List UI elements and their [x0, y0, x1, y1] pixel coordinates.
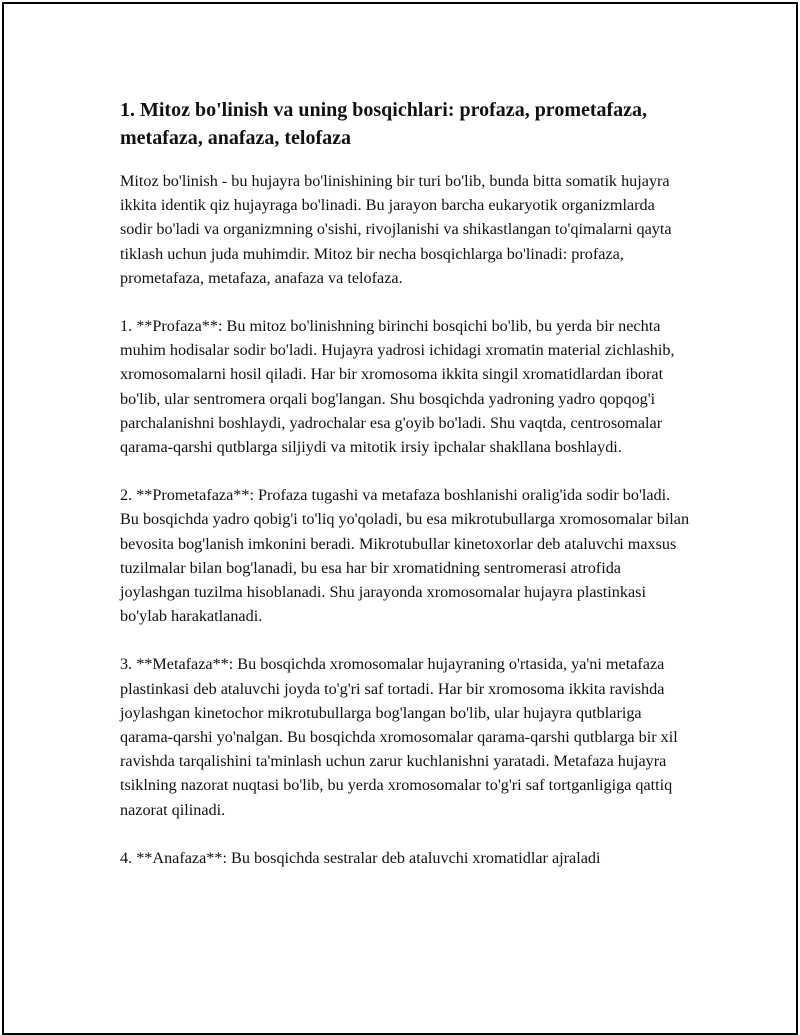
page-frame: [2, 2, 798, 1035]
document-body: [120, 96, 690, 894]
paragraph-profaza: 1. **Profaza**: Bu mitoz bo'linishning birinchi bosqichi bo'lib, bu yerda bir nechta muhim hodisalar sodir bo'ladi. Hujayra yadrosi ichidagi xromatin material zichlashib, xromosomalarni hosil qiladi. Har bir xromosoma ikkita singil xromatidlardan iborat bo'lib, ular sentromera orqali bog'langan. Shu bosqichda yadroning yadro qopqog'i parchalanishni boshlaydi, yadrochalar esa g'oyib bo'ladi. Shu vaqtda, centrosomalar qarama-qarshi qutblarga siljiydi va mitotik irsiy ipchalar shakllana boshlaydi.: [120, 317, 675, 457]
document-title: 1. Mitoz bo'linish va uning bosqichlari: profaza, prometafaza, metafaza, anafaza, telofaza: [120, 99, 648, 149]
paragraph-intro: Mitoz bo'linish - bu hujayra bo'linishining bir turi bo'lib, bunda bitta somatik hujayra ikkita identik qiz hujayraga bo'linadi. Bu jarayon barcha eukaryotik organizmlarda sodir bo'ladi va organizmning o'sishi, rivojlanishi va shikastlangan to'qimalarni qayta tiklash uchun juda muhimdir. Mitoz bir necha bosqichlarga bo'linadi: profaza, prometafaza, metafaza, anafaza va telofaza.: [120, 172, 672, 287]
paragraph-anafaza: 4. **Anafaza**: Bu bosqichda sestralar deb ataluvchi xromatidlar ajraladi: [120, 848, 601, 867]
paragraph-metafaza: 3. **Metafaza**: Bu bosqichda xromosomalar hujayraning o'rtasida, ya'ni metafaza plastinkasi deb ataluvchi joyda to'g'ri saf tortadi. Har bir xromosoma ikkita ravishda joylashgan kinetochor mikrotubullarga bog'langan bo'lib, ular hujayra qutblariga qarama-qarshi yo'nalgan. Bu bosqichda xromosomalar qarama-qarshi qutblarga bir xil ravishda tarqalishini ta'minlash uchun zarur kuchlanishni yaratadi. Metafaza hujayra tsiklning nazorat nuqtasi bo'lib, bu yerda xromosomalar to'g'ri saf tortganligiga qattiq nazorat qilinadi.: [120, 655, 678, 819]
paragraph-prometafaza: 2. **Prometafaza**: Profaza tugashi va metafaza boshlanishi oralig'ida sodir bo'ladi. Bu bosqichda yadro qobig'i to'liq yo'qoladi, bu esa mikrotubullarga xromosomalar bilan bevosita bog'lanish imkonini beradi. Mikrotubullar kinetoxorlar deb ataluvchi maxsus tuzilmalar bilan bog'lanadi, bu esa har bir xromatidning sentromerasi atrofida joylashgan tuzilma hisoblanadi. Shu jarayonda xromosomalar hujayra plastinkasi bo'ylab harakatlanadi.: [120, 486, 690, 626]
